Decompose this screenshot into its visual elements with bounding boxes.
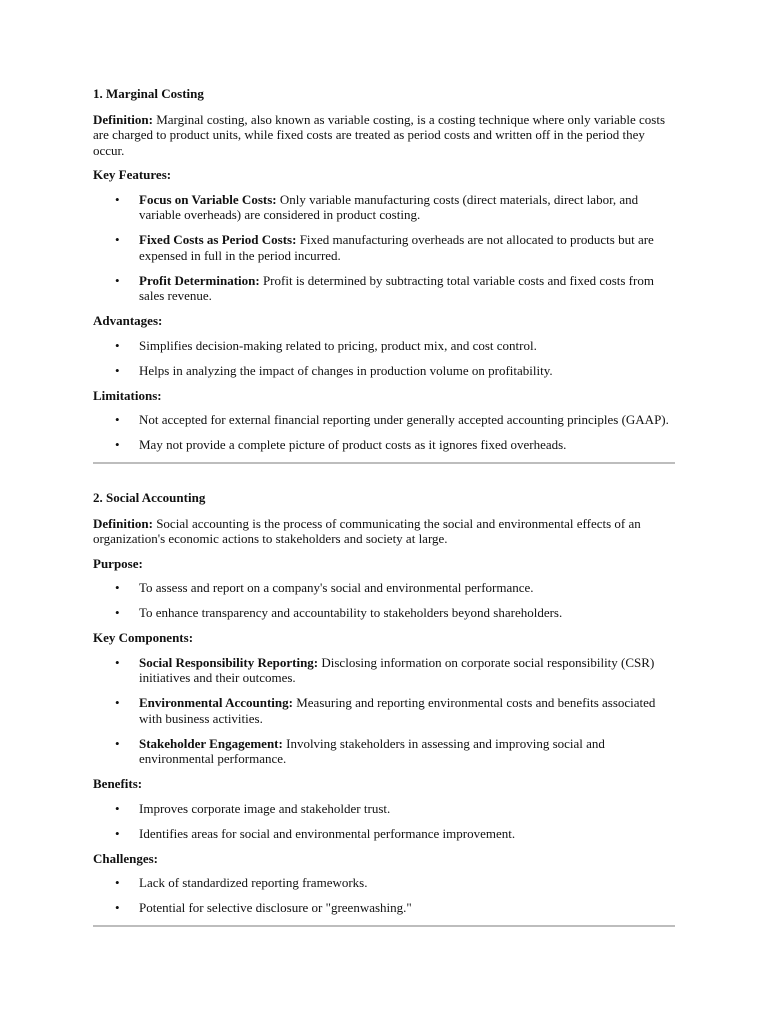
- list-item: [93, 192, 675, 223]
- section-divider: [93, 462, 675, 464]
- item-bold-lead: Stakeholder Engagement:: [139, 735, 283, 751]
- list-item: [93, 875, 675, 891]
- group-label-purpose: Purpose:: [93, 555, 143, 571]
- bullet-icon: •: [115, 825, 120, 841]
- list-item: [93, 437, 675, 453]
- section-marginal-costing: [93, 86, 675, 453]
- bullet-icon: •: [115, 580, 120, 595]
- bullet-icon: •: [115, 437, 120, 452]
- bullet-icon: •: [115, 232, 120, 247]
- item-text: Disclosing information on corporate social responsibility (CSR) initiatives and their outcomes.: [139, 654, 655, 685]
- bullet-icon: •: [115, 191, 120, 207]
- definition-label: Definition:: [93, 515, 153, 531]
- list-item: [93, 736, 675, 767]
- bullet-icon: •: [115, 362, 120, 378]
- item-bold-lead: Environmental Accounting:: [139, 695, 293, 710]
- group-label-key-features: Key Features:: [93, 167, 172, 182]
- definition-text: Marginal costing, also known as variable costing, is a costing technique where only variable costs are charged to product units, while fixed costs are treated as period costs and written off in the period they occur.: [93, 111, 666, 158]
- group-label-benefits: Benefits:: [93, 776, 143, 791]
- list-item: [93, 695, 675, 726]
- item-text: Profit is determined by subtracting total variable costs and fixed costs from sales revenue.: [139, 272, 654, 303]
- item-text: Simplifies decision-making related to pricing, product mix, and cost control.: [139, 337, 537, 353]
- list-item: [93, 580, 675, 596]
- benefits-list: [93, 801, 675, 842]
- limitations-list: [93, 412, 675, 453]
- key-features-list: [93, 192, 675, 304]
- item-text: Potential for selective disclosure or "greenwashing.": [139, 900, 412, 915]
- item-bold-lead: Profit Determination:: [139, 272, 260, 288]
- item-bold-lead: Fixed Costs as Period Costs:: [139, 232, 297, 247]
- item-text: Lack of standardized reporting frameworks.: [139, 875, 368, 890]
- bullet-icon: •: [115, 272, 120, 288]
- bullet-icon: •: [115, 900, 120, 915]
- item-text: Fixed manufacturing overheads are not allocated to products but are expensed in full in the period incurred.: [139, 232, 654, 263]
- item-bold-lead: Focus on Variable Costs:: [139, 191, 277, 207]
- challenges-list: [93, 875, 675, 916]
- bullet-icon: •: [115, 735, 120, 751]
- list-item: [93, 826, 675, 842]
- purpose-list: [93, 580, 675, 621]
- item-text: Identifies areas for social and environmental performance improvement.: [139, 825, 516, 841]
- list-item: [93, 363, 675, 379]
- list-item: [93, 338, 675, 354]
- bullet-icon: •: [115, 875, 120, 890]
- group-label-key-components: Key Components:: [93, 630, 194, 645]
- item-text: Only variable manufacturing costs (direct materials, direct labor, and variable overheads) are considered in product costing.: [139, 191, 639, 222]
- group-label-advantages: Advantages:: [93, 313, 163, 328]
- list-item: [93, 232, 675, 263]
- item-bold-lead: Social Responsibility Reporting:: [139, 654, 319, 670]
- list-item: [93, 900, 675, 916]
- section-heading: 2. Social Accounting: [93, 490, 206, 505]
- item-text: Measuring and reporting environmental costs and benefits associated with business activities.: [139, 695, 656, 726]
- section-divider: [93, 925, 675, 927]
- item-text: Not accepted for external financial reporting under generally accepted accounting principles (GAAP).: [139, 412, 669, 427]
- definition-label: Definition:: [93, 111, 153, 127]
- item-text: Involving stakeholders in assessing and improving social and environmental performance.: [139, 735, 605, 766]
- list-item: [93, 605, 675, 621]
- bullet-icon: •: [115, 605, 120, 620]
- bullet-icon: •: [115, 337, 120, 353]
- bullet-icon: •: [115, 695, 120, 710]
- bullet-icon: •: [115, 412, 120, 427]
- item-text: To assess and report on a company's social and environmental performance.: [139, 580, 534, 595]
- key-components-list: [93, 655, 675, 767]
- group-label-limitations: Limitations:: [93, 387, 162, 403]
- definition-paragraph: [93, 112, 675, 159]
- section-heading: 1. Marginal Costing: [93, 86, 204, 101]
- list-item: [93, 655, 675, 686]
- list-item: [93, 273, 675, 304]
- item-text: May not provide a complete picture of product costs as it ignores fixed overheads.: [139, 437, 567, 452]
- bullet-icon: •: [115, 800, 120, 816]
- item-text: Helps in analyzing the impact of changes in production volume on profitability.: [139, 362, 553, 378]
- list-item: [93, 801, 675, 817]
- document-content: [93, 86, 675, 953]
- group-label-challenges: Challenges:: [93, 850, 158, 866]
- definition-text: Social accounting is the process of communicating the social and environmental effects of an organization's economic actions to stakeholders and society at large.: [93, 515, 641, 546]
- list-item: [93, 412, 675, 428]
- item-text: Improves corporate image and stakeholder trust.: [139, 800, 391, 816]
- advantages-list: [93, 338, 675, 379]
- section-social-accounting: [93, 490, 675, 916]
- definition-paragraph: [93, 516, 675, 547]
- item-text: To enhance transparency and accountability to stakeholders beyond shareholders.: [139, 605, 563, 620]
- bullet-icon: •: [115, 654, 120, 670]
